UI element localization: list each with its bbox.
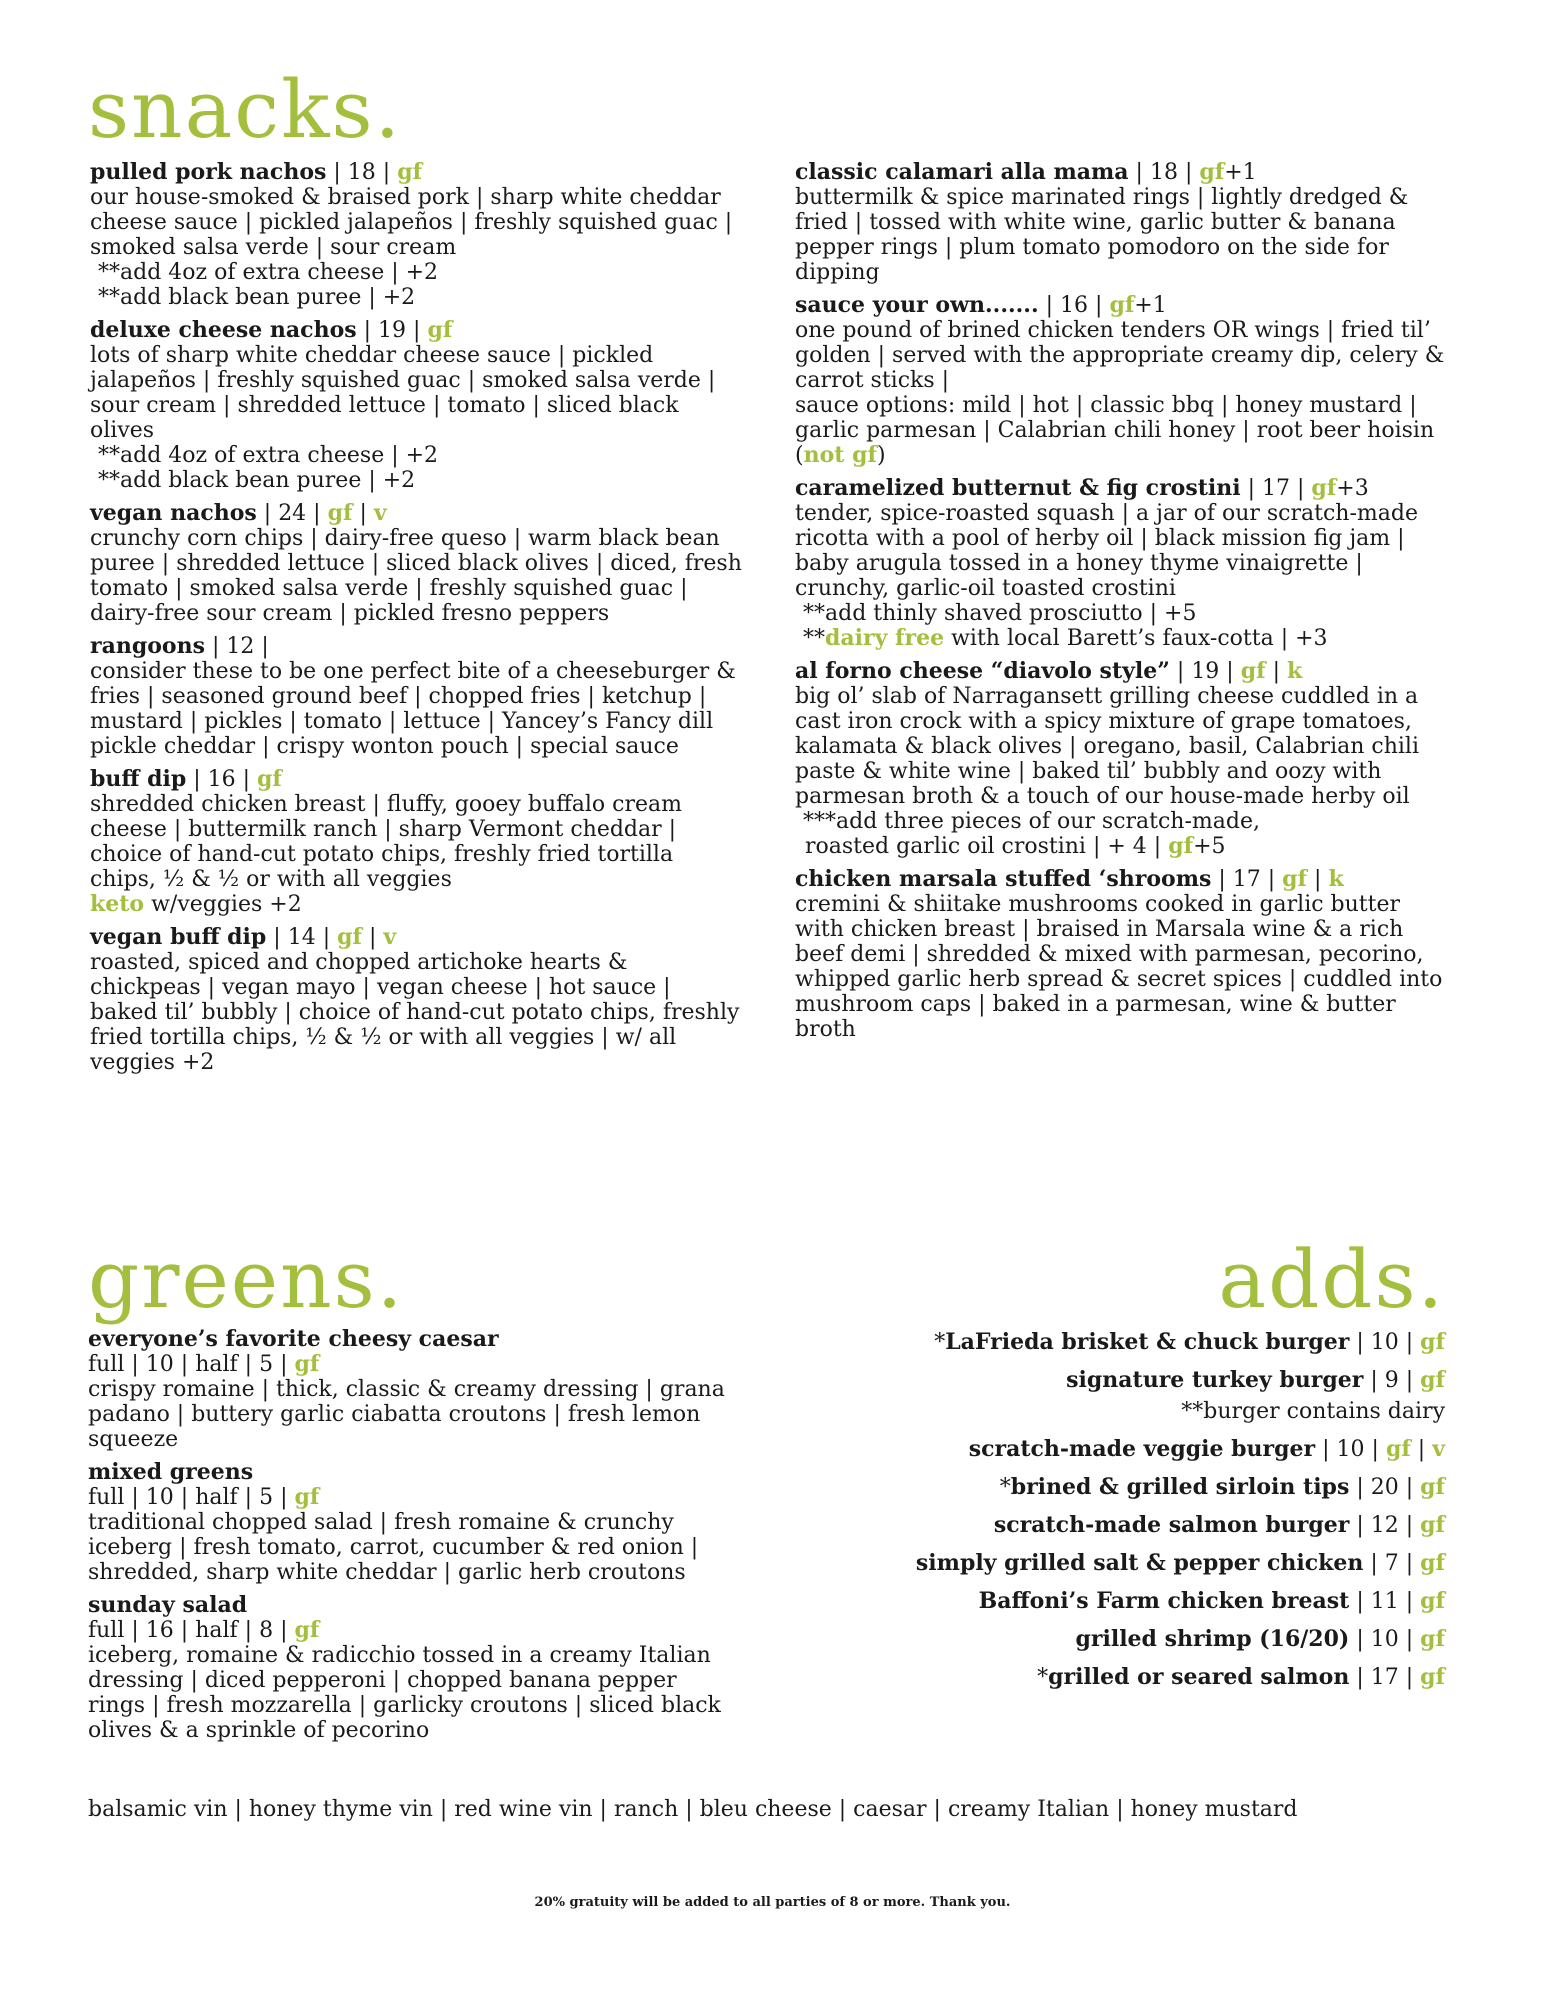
item-name: pulled pork nachos	[90, 159, 327, 185]
gf-tag: gf	[294, 1484, 320, 1510]
gf-upcharge: +1	[1134, 293, 1167, 318]
turkey-burger-note: **burger contains dairy	[1181, 1399, 1445, 1424]
menu-item-sunday-salad	[88, 1593, 738, 1743]
gf-upcharge: +1	[1224, 160, 1257, 185]
item-note-dairy-free	[795, 626, 1455, 651]
item-description: crunchy corn chips | dairy-free queso | warm black bean puree | shredded lettuce | sliced black olives | diced, fresh tomato | smoked salsa verde | freshly squished guac | dairy-free sour cream | pickled fresno peppers	[90, 526, 742, 626]
item-note: ***add three pieces of our scratch-made,	[803, 809, 1260, 834]
add-item-grilled-chicken: simply grilled salt & pepper chicken | 7 | gf	[915, 1550, 1445, 1576]
gf-tag: gf	[1311, 475, 1337, 501]
item-price: 24	[278, 501, 307, 526]
item-description: one pound of brined chicken tenders OR wings | fried til’ golden | served with the appropriate creamy dip, celery & carrot sticks |	[795, 318, 1445, 393]
gf-tag: gf	[1240, 658, 1266, 684]
item-price: 16	[1060, 293, 1089, 318]
item-description: crispy romaine | thick, classic & creamy dressing | grana padano | buttery garlic ciabatta croutons | fresh lemon squeeze	[88, 1377, 725, 1452]
not-gf-tag: not gf	[803, 442, 877, 468]
keto-k-tag: k	[1286, 658, 1303, 684]
menu-item-mixed-greens	[88, 1460, 738, 1585]
add-item-grilled-shrimp: grilled shrimp (16/20) | 10 | gf	[1075, 1626, 1445, 1652]
item-name: rangoons	[90, 633, 205, 659]
adds-heading: adds.	[1218, 1233, 1445, 1326]
item-description: buttermilk & spice marinated rings | lightly dredged & fried | tossed with white wine, garlic butter & banana pepper rings | plum tomato pomodoro on the side for dipping	[795, 185, 1409, 285]
size-price-line: full | 10 | half | 5 | gf	[88, 1484, 320, 1510]
gf-tag: gf	[1420, 1474, 1445, 1500]
size-price-line: full | 16 | half | 8 | gf	[88, 1617, 320, 1643]
item-name: chicken marsala stuffed ‘shrooms	[795, 866, 1212, 892]
sauce-options-end: )	[876, 443, 886, 468]
menu-item-deluxe-cheese-nachos: deluxe cheese nachos | 19 | gf lots of sharp white cheddar cheese sauce | pickled jalapeños | freshly squished guac | smoked salsa verde | sour cream | shredded lettuce | tomato | sliced black olives **add 4oz of extra cheese | +2 **add black bean puree | +2	[90, 318, 745, 493]
gf-tag: gf	[1420, 1367, 1445, 1393]
item-description: tender, spice-roasted squash | a jar of our scratch-made ricotta with a pool of herby oil | black mission fig jam | baby arugula tossed in a honey thyme vinaigrette | crunchy, garlic-oil toasted crostini	[795, 501, 1418, 601]
sauce-options	[795, 393, 1455, 468]
menu-item-pulled-pork-nachos: pulled pork nachos | 18 | gf our house-smoked & braised pork | sharp white cheddar cheese sauce | pickled jalapeños | freshly squished guac | smoked salsa verde | sour cream **add 4oz of extra cheese | +2 **add black bean puree | +2	[90, 160, 745, 310]
item-name: buff dip	[90, 766, 187, 792]
snacks-right-column	[795, 160, 1455, 1050]
vegan-tag: v	[1432, 1436, 1445, 1462]
item-price: 19	[378, 318, 407, 343]
gf-tag: gf	[1420, 1664, 1445, 1690]
menu-item-calamari: classic calamari alla mama | 18 | gf+1 buttermilk & spice marinated rings | lightly dredged & fried | tossed with white wine, garlic butter & banana pepper rings | plum tomato pomodoro on the side for dipping	[795, 160, 1455, 285]
menu-item-vegan-nachos: vegan nachos | 24 | gf | v crunchy corn chips | dairy-free queso | warm black bean puree | shredded lettuce | sliced black olives | diced, fresh tomato | smoked salsa verde | freshly squished guac | dairy-free sour cream | pickled fresno peppers	[90, 501, 745, 626]
note-text: +5	[1193, 834, 1226, 859]
gf-tag: gf	[1168, 833, 1194, 859]
add-item-sirloin-tips: *brined & grilled sirloin tips | 20 | gf	[999, 1474, 1445, 1500]
adds-column	[745, 1330, 1445, 1703]
menu-item-buff-dip: buff dip | 16 | gf shredded chicken breast | fluffy, gooey buffalo cream cheese | buttermilk ranch | sharp Vermont cheddar | choice of hand-cut potato chips, freshly fried tortilla chips, ½ & ½ or with all veggies keto w/veggies +2	[90, 767, 745, 917]
item-price: 18	[1149, 160, 1178, 185]
dairy-free-tag: dairy free	[825, 625, 945, 651]
item-name: mixed greens	[88, 1459, 254, 1485]
item-note: **add 4oz of extra cheese | +2	[98, 443, 439, 468]
snacks-heading: snacks.	[88, 63, 403, 156]
menu-item-al-forno-cheese: al forno cheese “diavolo style” | 19 | gf | k big ol’ slab of Narragansett grilling cheese cuddled in a cast iron crock with a spicy mixture of grape tomatoes, kalamata & black olives | oregano, basil, Calabrian chili paste & white wine | baked til’ bubbly and oozy with parmesan broth & a touch of our house-made herby oil ***add three pieces of our scratch-made, roasted garlic oil crostini | + 4 | gf+5	[795, 659, 1455, 859]
item-name: vegan nachos	[90, 500, 257, 526]
gf-tag: gf	[1420, 1550, 1445, 1576]
keto-tag: keto	[90, 891, 145, 917]
add-item-salmon: *grilled or seared salmon | 17 | gf	[1037, 1664, 1445, 1690]
menu-item-vegan-buff-dip: vegan buff dip | 14 | gf | v roasted, spiced and chopped artichoke hearts & chickpeas | vegan mayo | vegan cheese | hot sauce | baked til’ bubbly | choice of hand-cut potato chips, freshly fried tortilla chips, ½ & ½ or with all veggies | w/ all veggies +2	[90, 925, 745, 1075]
item-note: **add black bean puree | +2	[98, 285, 416, 310]
add-item-chicken-breast: Baffoni’s Farm chicken breast | 11 | gf	[978, 1588, 1445, 1614]
add-item-veggie-burger: scratch-made veggie burger | 10 | gf | v	[968, 1436, 1445, 1462]
note-text: with local Barett’s faux-cotta | +3	[944, 626, 1328, 651]
menu-item-rangoons: rangoons | 12 | consider these to be one perfect bite of a cheeseburger & fries | seasoned ground beef | chopped fries | ketchup | mustard | pickles | tomato | lettuce | Yancey’s Fancy dill pickle cheddar | crispy wonton pouch | special sauce	[90, 634, 745, 759]
gf-tag: gf	[257, 766, 282, 792]
item-price: 17	[1232, 867, 1261, 892]
item-note: **add 4oz of extra cheese | +2	[98, 260, 439, 285]
item-name: classic calamari alla mama	[795, 159, 1129, 185]
gf-tag: gf	[294, 1617, 320, 1643]
item-price: 16	[207, 767, 236, 792]
greens-column	[88, 1327, 738, 1751]
item-description: traditional chopped salad | fresh romaine & crunchy iceberg | fresh tomato, carrot, cucumber & red onion | shredded, sharp white cheddar | garlic herb croutons	[88, 1510, 699, 1585]
add-item-turkey-burger: signature turkey burger | 9 | gf	[1066, 1367, 1445, 1393]
snacks-left-column	[90, 160, 745, 1083]
item-price: 18	[347, 160, 376, 185]
gratuity-footer: 20% gratuity will be added to all parties of 8 or more. Thank you.	[534, 1895, 1011, 1910]
item-description: roasted, spiced and chopped artichoke hearts & chickpeas | vegan mayo | vegan cheese | hot sauce | baked til’ bubbly | choice of hand-cut potato chips, freshly fried tortilla chips, ½ & ½ or with all veggies | w/ all veggies +2	[90, 950, 740, 1075]
add-item-salmon-burger: scratch-made salmon burger | 12 | gf	[993, 1512, 1445, 1538]
sauce-options-text: sauce options: mild | hot | classic bbq | honey mustard | garlic parmesan | Calabrian chili honey | root beer hoisin (	[795, 393, 1435, 468]
gf-tag: gf	[1282, 866, 1308, 892]
gf-tag: gf	[1420, 1512, 1445, 1538]
item-name: everyone’s favorite cheesy caesar	[88, 1326, 499, 1352]
item-description: lots of sharp white cheddar cheese sauce | pickled jalapeños | freshly squished guac | smoked salsa verde | sour cream | shredded lettuce | tomato | sliced black olives	[90, 343, 716, 443]
keto-line	[90, 892, 745, 917]
menu-item-chicken-marsala-shrooms: chicken marsala stuffed ‘shrooms | 17 | gf | k cremini & shiitake mushrooms cooked in garlic butter with chicken breast | braised in Marsala wine & a rich beef demi | shredded & mixed with parmesan, pecorino, whipped garlic herb spread & secret spices | cuddled into mushroom caps | baked in a parmesan, wine & butter broth	[795, 867, 1455, 1042]
gf-tag: gf	[1420, 1626, 1445, 1652]
gf-tag: gf	[1109, 292, 1135, 318]
item-name: sauce your own.......	[795, 292, 1039, 318]
item-description: our house-smoked & braised pork | sharp white cheddar cheese sauce | pickled jalapeños | freshly squished guac | smoked salsa verde | sour cream	[90, 185, 733, 260]
item-name: sunday salad	[88, 1592, 248, 1618]
dressing-options: balsamic vin | honey thyme vin | red wine vin | ranch | bleu cheese | caesar | creamy Italian | honey mustard	[88, 1797, 1298, 1822]
gf-upcharge: +3	[1336, 476, 1369, 501]
menu-item-cheesy-caesar	[88, 1327, 738, 1452]
menu-item-sauce-your-own: sauce your own....... | 16 | gf+1 one pound of brined chicken tenders OR wings | fried til’ golden | served with the appropriate creamy dip, celery & carrot sticks | sauce options: mild | hot | classic bbq | honey mustard | garlic parmesan | Calabrian chili honey | root beer hoisin (not gf)	[795, 293, 1455, 468]
item-note: **add thinly shaved prosciutto | +5	[803, 601, 1197, 626]
item-description: consider these to be one perfect bite of a cheeseburger & fries | seasoned ground beef | chopped fries | ketchup | mustard | pickles | tomato | lettuce | Yancey’s Fancy dill pickle cheddar | crispy wonton pouch | special sauce	[90, 659, 736, 759]
gf-tag: gf	[1420, 1329, 1445, 1355]
note-prefix: roasted garlic oil crostini | + 4 |	[805, 834, 1169, 859]
item-name: deluxe cheese nachos	[90, 317, 357, 343]
item-price: 19	[1191, 659, 1220, 684]
item-description: big ol’ slab of Narragansett grilling cheese cuddled in a cast iron crock with a spicy mixture of grape tomatoes, kalamata & black olives | oregano, basil, Calabrian chili paste & white wine | baked til’ bubbly and oozy with parmesan broth & a touch of our house-made herby oil	[795, 684, 1419, 809]
item-note-crostini	[795, 834, 1455, 859]
item-note: **add black bean puree | +2	[98, 468, 416, 493]
item-price: 14	[287, 925, 316, 950]
gf-tag: gf	[427, 317, 453, 343]
size-price-line: full | 10 | half | 5 | gf	[88, 1351, 320, 1377]
gf-tag: gf	[397, 159, 423, 185]
vegan-tag: v	[383, 924, 397, 950]
menu-item-butternut-fig-crostini: caramelized butternut & fig crostini | 17 | gf+3 tender, spice-roasted squash | a jar of our scratch-made ricotta with a pool of herby oil | black mission fig jam | baby arugula tossed in a honey thyme vinaigrette | crunchy, garlic-oil toasted crostini **add thinly shaved prosciutto | +5 **dairy free with local Barett’s faux-cotta | +3	[795, 476, 1455, 651]
add-item-brisket-burger: *LaFrieda brisket & chuck burger | 10 | gf	[934, 1329, 1445, 1355]
item-name: vegan buff dip	[90, 924, 267, 950]
item-price: 17	[1262, 476, 1291, 501]
gf-tag: gf	[1420, 1588, 1445, 1614]
gf-tag: gf	[294, 1351, 320, 1377]
gf-tag: gf	[337, 924, 362, 950]
gf-tag: gf	[1385, 1436, 1411, 1462]
item-price: 12	[226, 634, 255, 659]
vegan-tag: v	[373, 500, 387, 526]
item-description: cremini & shiitake mushrooms cooked in garlic butter with chicken breast | braised in Marsala wine & a rich beef demi | shredded & mixed with parmesan, pecorino, whipped garlic herb spread & secret spices | cuddled into mushroom caps | baked in a parmesan, wine & butter broth	[795, 892, 1443, 1042]
greens-heading: greens.	[88, 1233, 405, 1326]
gf-tag: gf	[1199, 159, 1225, 185]
note-prefix: **	[803, 626, 825, 651]
item-name: caramelized butternut & fig crostini	[795, 475, 1241, 501]
item-name: al forno cheese “diavolo style”	[795, 658, 1170, 684]
keto-text: w/veggies +2	[144, 892, 302, 917]
item-description: iceberg, romaine & radicchio tossed in a creamy Italian dressing | diced pepperoni | chopped banana pepper rings | fresh mozzarella | garlicky croutons | sliced black olives & a sprinkle of pecorino	[88, 1643, 721, 1743]
item-description: shredded chicken breast | fluffy, gooey buffalo cream cheese | buttermilk ranch | sharp Vermont cheddar | choice of hand-cut potato chips, freshly fried tortilla chips, ½ & ½ or with all veggies	[90, 792, 682, 892]
keto-k-tag: k	[1328, 866, 1344, 892]
gf-tag: gf	[327, 500, 353, 526]
